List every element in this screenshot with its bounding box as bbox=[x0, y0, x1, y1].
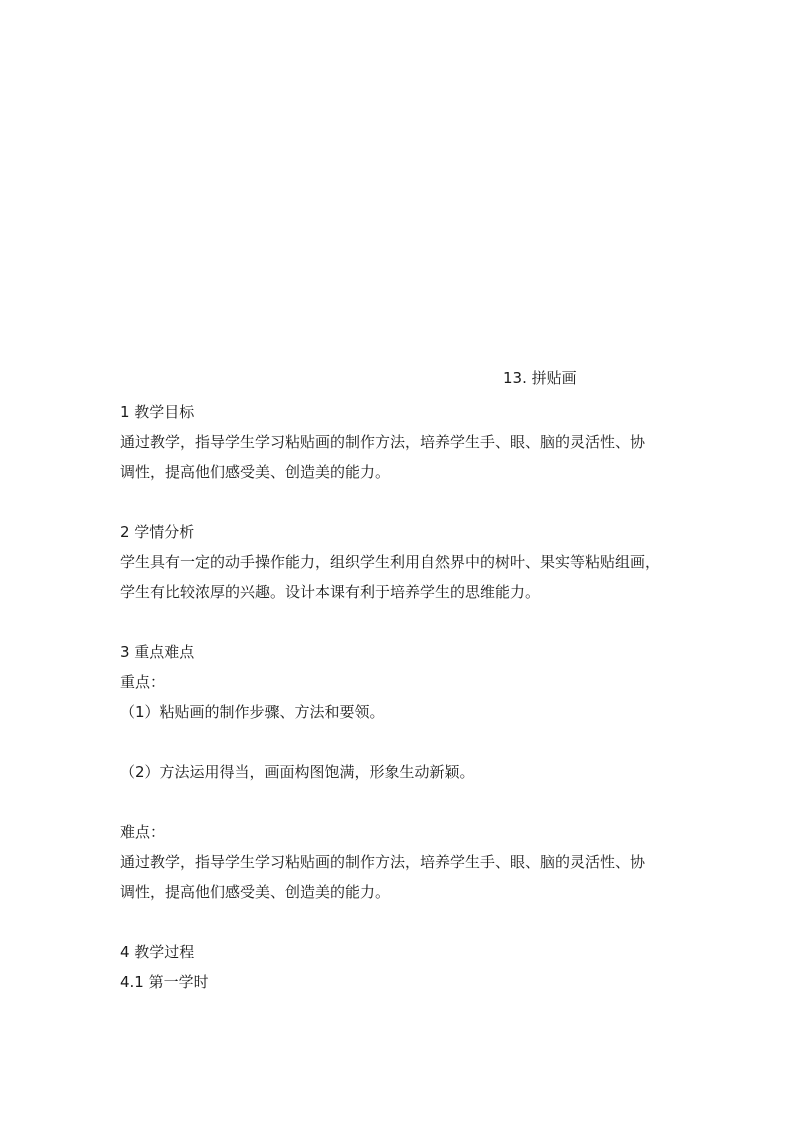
blank-line bbox=[120, 727, 680, 757]
blank-line bbox=[120, 907, 680, 937]
paragraph-line: 学生具有一定的动手操作能力，组织学生利用自然界中的树叶、果实等粘贴组画， bbox=[120, 553, 661, 571]
paragraph-line: 通过教学，指导学生学习粘贴画的制作方法，培养学生手、眼、脑的灵活性、协 bbox=[120, 853, 646, 871]
paragraph-line: 调性，提高他们感受美、创造美的能力。 bbox=[120, 463, 391, 481]
key-point-item: （1）粘贴画的制作步骤、方法和要领。 bbox=[120, 703, 385, 721]
section-heading-process: 4 教学过程 bbox=[120, 943, 195, 961]
paragraph-line: 通过教学，指导学生学习粘贴画的制作方法，培养学生手、眼、脑的灵活性、协 bbox=[120, 433, 646, 451]
subsection-heading: 4.1 第一学时 bbox=[120, 973, 209, 991]
key-points-label: 重点： bbox=[120, 673, 166, 691]
blank-line bbox=[120, 607, 680, 637]
paragraph-line: 调性，提高他们感受美、创造美的能力。 bbox=[120, 883, 391, 901]
blank-line bbox=[120, 787, 680, 817]
section-heading-key-difficult: 3 重点难点 bbox=[120, 643, 195, 661]
blank-line bbox=[120, 487, 680, 517]
key-point-item: （2）方法运用得当，画面构图饱满，形象生动新颖。 bbox=[120, 763, 475, 781]
paragraph-line: 学生有比较浓厚的兴趣。设计本课有利于培养学生的思维能力。 bbox=[120, 583, 541, 601]
section-heading-analysis: 2 学情分析 bbox=[120, 523, 195, 541]
difficult-points-label: 难点： bbox=[120, 823, 166, 841]
document-body bbox=[120, 397, 680, 997]
section-heading-objectives: 1 教学目标 bbox=[120, 403, 195, 421]
document-title: 13. 拼贴画 bbox=[503, 369, 577, 387]
